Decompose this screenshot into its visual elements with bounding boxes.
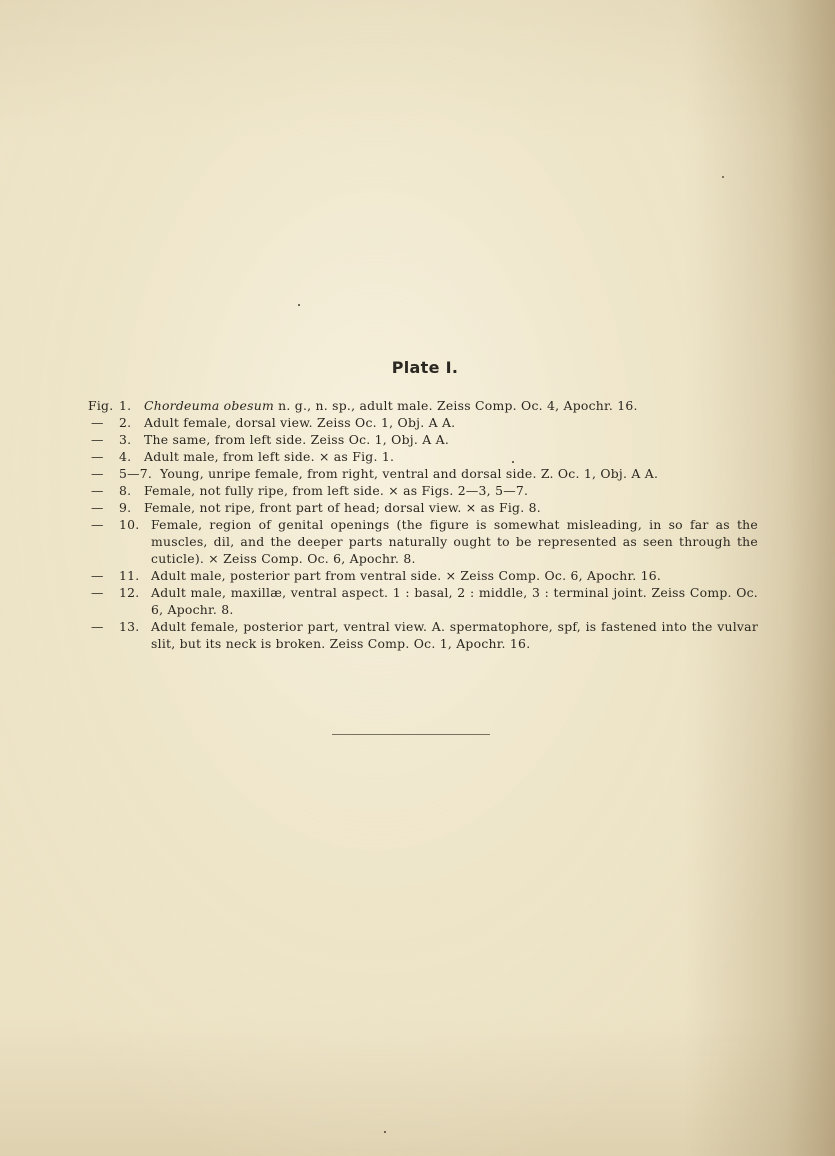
caption-text: Female, not ripe, front part of head; dorsal view. ⨯ as Fig. 8. xyxy=(144,500,541,515)
caption-number: 1. xyxy=(119,398,132,413)
caption-number: 11. xyxy=(119,568,140,583)
figure-caption xyxy=(88,516,758,567)
figure-caption xyxy=(88,618,758,652)
caption-number: 12. xyxy=(119,585,140,600)
caption-text: Young, unripe female, from right, ventral and dorsal side. Z. Oc. 1, Obj. A A. xyxy=(160,466,659,481)
caption-prefix: — xyxy=(91,500,104,515)
figure-caption-list xyxy=(88,397,758,652)
caption-text: Female, not fully ripe, from left side. ⨯ as Figs. 2—3, 5—7. xyxy=(144,483,529,498)
figure-caption xyxy=(88,414,758,431)
figure-caption xyxy=(88,499,758,516)
caption-text: Adult female, posterior part, ventral view. A. spermatophore, spf, is fastened into the vulvar slit, but its neck is broken. Zeiss Comp. Oc. 1, Apochr. 16. xyxy=(151,619,758,651)
figure-caption xyxy=(88,465,758,482)
caption-text: The same, from left side. Zeiss Oc. 1, Obj. A A. xyxy=(144,432,450,447)
figure-caption xyxy=(88,431,758,448)
caption-prefix: — xyxy=(91,432,104,447)
paper-speck xyxy=(512,461,514,463)
figure-caption xyxy=(88,397,758,414)
species-name: Chordeuma obesum xyxy=(144,398,274,413)
caption-number: 13. xyxy=(119,619,140,634)
caption-prefix: Fig. xyxy=(88,398,114,413)
caption-text: Adult male, from left side. ⨯ as Fig. 1. xyxy=(144,449,395,464)
caption-number: 5—7. xyxy=(119,466,153,481)
caption-prefix: — xyxy=(91,619,104,634)
caption-number: 10. xyxy=(119,517,140,532)
paper-speck xyxy=(298,304,300,306)
figure-caption xyxy=(88,482,758,499)
figure-caption xyxy=(88,584,758,618)
caption-prefix: — xyxy=(91,466,104,481)
end-rule xyxy=(332,734,490,735)
caption-number: 3. xyxy=(119,432,132,447)
caption-text xyxy=(144,397,758,414)
caption-text-rest: n. g., n. sp., adult male. Zeiss Comp. Oc. 4, Apochr. 16. xyxy=(273,398,638,413)
caption-prefix: — xyxy=(91,517,104,532)
paper-speck xyxy=(722,176,724,178)
figure-caption xyxy=(88,448,758,465)
caption-number: 9. xyxy=(119,500,132,515)
caption-prefix: — xyxy=(91,585,104,600)
caption-prefix: — xyxy=(91,449,104,464)
caption-number: 4. xyxy=(119,449,132,464)
caption-text: Adult female, dorsal view. Zeiss Oc. 1, Obj. A A. xyxy=(144,415,456,430)
caption-text: Adult male, posterior part from ventral side. ⨯ Zeiss Comp. Oc. 6, Apochr. 16. xyxy=(151,568,662,583)
plate-title: Plate I. xyxy=(391,358,459,377)
caption-number: 8. xyxy=(119,483,132,498)
caption-text: Adult male, maxillæ, ventral aspect. 1 : basal, 2 : middle, 3 : terminal joint. Zeiss Comp. Oc. 6, Apochr. 8. xyxy=(151,585,758,617)
paper-speck xyxy=(384,1131,386,1133)
caption-prefix: — xyxy=(91,568,104,583)
caption-number: 2. xyxy=(119,415,132,430)
caption-text: Female, region of genital openings (the figure is somewhat misleading, in so far as the muscles, dil, and the deeper parts naturally ought to be represented as seen through the cuticle). ⨯ Zeiss Comp. Oc. 6, Apochr. 8. xyxy=(151,517,758,566)
caption-prefix: — xyxy=(91,483,104,498)
figure-caption xyxy=(88,567,758,584)
caption-prefix: — xyxy=(91,415,104,430)
